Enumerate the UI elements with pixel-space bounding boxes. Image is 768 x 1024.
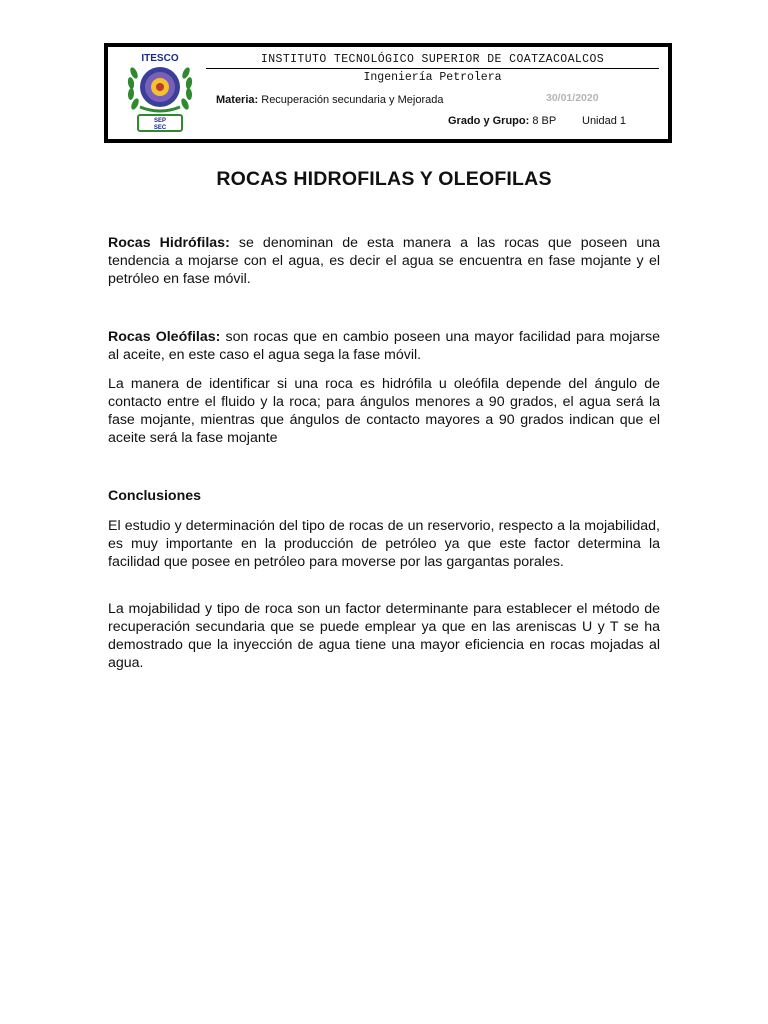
logo-text: ITESCO [141, 53, 179, 64]
unit-label: Unidad 1 [582, 115, 627, 127]
conclusion-paragraph-2: La mojabilidad y tipo de roca son un factor determinante para establecer el método de recuperación secundaria que se puede emplear ya que en las areniscas U y T se ha demostrado que la inyección de agua tiene una mayor eficiencia en rocas mojadas al agua. [108, 601, 660, 671]
subject-value: Recuperación secundaria y Mejorada [261, 94, 444, 106]
document-title: ROCAS HIDROFILAS Y OLEOFILAS [216, 168, 552, 190]
itesco-logo [124, 51, 196, 133]
career-name: Ingeniería Petrolera [363, 71, 502, 84]
paragraph-contact-angle: La manera de identificar si una roca es hidrófila u oleófila depende del ángulo de contacto entre el fluido y la roca; para ángulos menores a 90 grados, el agua será la fase mojante, mientras que ángulos de contacto mayores a 90 grados indican que el aceite será la fase mojante [108, 376, 660, 446]
conclusions-heading: Conclusiones [108, 488, 202, 504]
grade-group-field [448, 115, 556, 127]
paragraph-hydrophilic [108, 234, 660, 288]
date: 30/01/2020 [546, 92, 599, 104]
conclusion-paragraph-1: El estudio y determinación del tipo de rocas de un reservorio, respecto a la mojabilidad, es muy importante en la producción de petróleo ya que este factor determina la facilidad que posee en petróleo para moverse por las gargantas porales. [108, 518, 660, 570]
subject-field [216, 94, 443, 106]
paragraph-oleophilic-text: son rocas que en cambio poseen una mayor facilidad para mojarse al aceite, en este caso el agua sega la fase móvil. [108, 329, 660, 363]
grade-group-label: Grado y Grupo: [448, 115, 530, 127]
document-header [104, 43, 672, 143]
term-oleophilic: Rocas Oleófilas: [108, 329, 221, 345]
paragraph-oleophilic [108, 328, 660, 364]
institution-name: INSTITUTO TECNOLÓGICO SUPERIOR DE COATZACOALCOS [206, 53, 659, 69]
subject-label: Materia: [216, 94, 259, 106]
logo-badge-top: SEP [153, 118, 167, 124]
logo-badge-bottom: SEC [153, 125, 167, 131]
term-hydrophilic: Rocas Hidrófilas: [108, 235, 230, 251]
grade-group-value: 8 BP [532, 115, 557, 127]
paragraph-hydrophilic-text: se denominan de esta manera a las rocas que poseen una tendencia a mojarse con el agua, es decir el agua se encuentra en fase mojante y el petróleo en fase móvil. [108, 235, 661, 287]
